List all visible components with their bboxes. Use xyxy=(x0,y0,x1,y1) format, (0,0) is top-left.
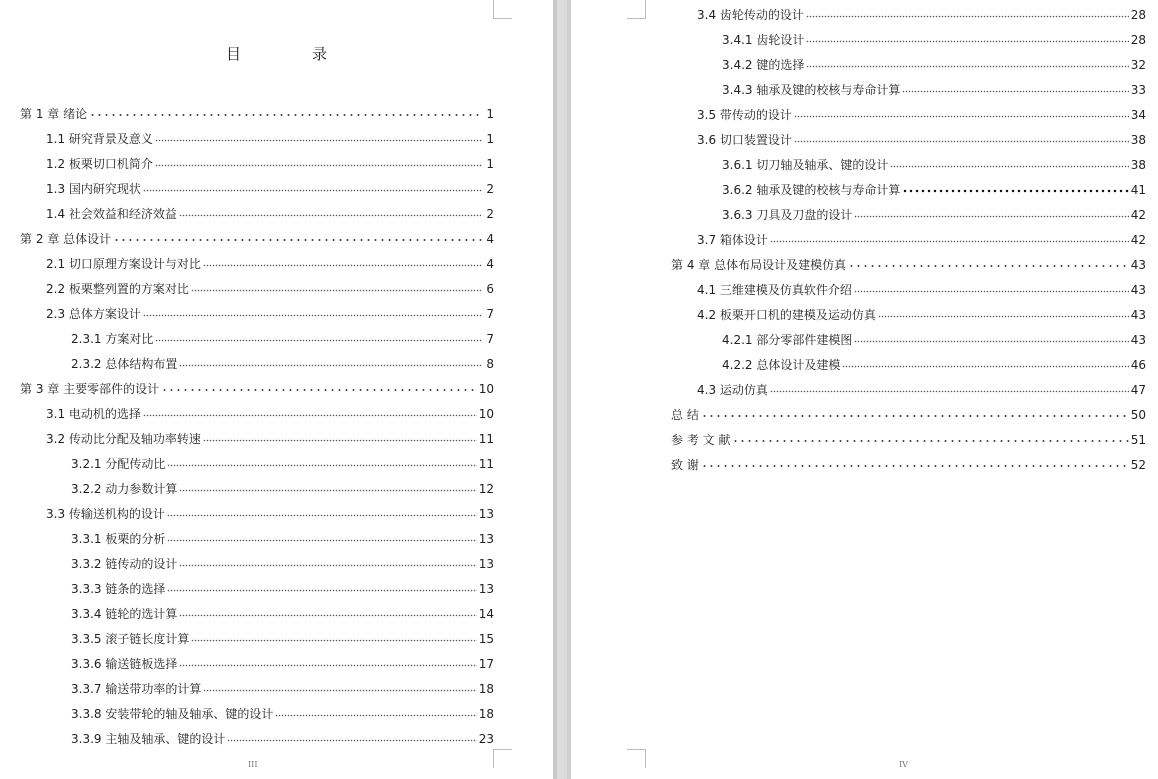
toc-entry-label: 第 4 章 总体布局设计及建模仿真 xyxy=(671,258,847,272)
toc-page-number: 4 xyxy=(486,257,494,271)
dot-leader xyxy=(179,560,476,568)
toc-entry[interactable] xyxy=(71,580,494,598)
toc-page-number: 43 xyxy=(1130,258,1146,272)
dot-leader xyxy=(143,410,477,418)
toc-entry-label: 4.3 运动仿真 xyxy=(697,383,768,397)
toc-page-number: 13 xyxy=(478,557,494,571)
dot-leader xyxy=(161,385,477,393)
dot-leader xyxy=(275,710,476,718)
toc-chapter-entry[interactable] xyxy=(671,406,1146,424)
toc-page-number: 11 xyxy=(478,432,494,446)
toc-entry[interactable] xyxy=(722,156,1146,174)
toc-page-number: 42 xyxy=(1130,233,1146,247)
toc-entry[interactable] xyxy=(722,331,1146,349)
toc-entry-label: 3.4 齿轮传动的设计 xyxy=(697,8,804,22)
toc-entry-label: 3.3.8 安装带轮的轴及轴承、键的设计 xyxy=(71,707,274,721)
toc-chapter-entry[interactable] xyxy=(671,256,1146,274)
toc-page-number: 10 xyxy=(478,407,494,421)
toc-page-number: 52 xyxy=(1130,458,1146,472)
toc-entry[interactable] xyxy=(46,305,494,323)
toc-entry-label: 3.3 传输送机构的设计 xyxy=(46,507,165,521)
toc-entry[interactable] xyxy=(722,56,1146,74)
toc-page-number: 7 xyxy=(486,332,494,346)
toc-title: 目 录 xyxy=(225,45,355,63)
dot-leader xyxy=(179,360,482,368)
toc-entry[interactable] xyxy=(697,106,1146,124)
dot-leader xyxy=(155,135,482,143)
toc-entry[interactable] xyxy=(46,155,494,173)
toc-entry-label: 3.6.1 切刀轴及轴承、键的设计 xyxy=(722,158,889,172)
toc-entry-label: 3.3.7 输送带功率的计算 xyxy=(71,682,202,696)
toc-page-number: 43 xyxy=(1130,308,1146,322)
toc-entry-label: 2.3.1 方案对比 xyxy=(71,332,154,346)
dot-leader xyxy=(806,36,1128,44)
toc-entry-label: 3.6 切口装置设计 xyxy=(697,133,792,147)
toc-page-number: 38 xyxy=(1130,158,1146,172)
toc-page-number: 28 xyxy=(1130,8,1146,22)
toc-page-number: 46 xyxy=(1130,358,1146,372)
toc-entry-label: 3.5 带传动的设计 xyxy=(697,108,792,122)
toc-page-number: 51 xyxy=(1130,433,1146,447)
toc-entry-label: 3.7 箱体设计 xyxy=(697,233,768,247)
toc-page-number: 33 xyxy=(1130,83,1146,97)
dot-leader xyxy=(227,735,476,743)
toc-page-number: 28 xyxy=(1130,33,1146,47)
toc-entry-label: 2.3.2 总体结构布置 xyxy=(71,357,178,371)
toc-entry[interactable] xyxy=(46,180,494,198)
toc-page-number: 47 xyxy=(1130,383,1146,397)
toc-entry[interactable] xyxy=(46,505,494,523)
toc-entry-label: 第 3 章 主要零部件的设计 xyxy=(20,382,160,396)
toc-page-number: 38 xyxy=(1130,133,1146,147)
toc-entry[interactable] xyxy=(46,430,494,448)
dot-leader xyxy=(854,336,1128,344)
toc-entry[interactable] xyxy=(722,31,1146,49)
toc-entry[interactable] xyxy=(71,480,494,498)
toc-page-number: 18 xyxy=(478,707,494,721)
toc-entry-label: 3.6.3 刀具及刀盘的设计 xyxy=(722,208,853,222)
toc-entry[interactable] xyxy=(46,255,494,273)
toc-page-number: 11 xyxy=(478,457,494,471)
toc-entry-label: 3.4.3 轴承及键的校核与寿命计算 xyxy=(722,83,901,97)
dot-leader xyxy=(770,236,1129,244)
dot-leader xyxy=(191,635,476,643)
toc-entry[interactable] xyxy=(46,205,494,223)
toc-entry-label: 参 考 文 献 xyxy=(671,433,731,447)
toc-entry[interactable] xyxy=(46,405,494,423)
dot-leader xyxy=(179,485,476,493)
toc-entry[interactable] xyxy=(697,6,1146,24)
dot-leader xyxy=(902,86,1128,94)
toc-entry-label: 3.1 电动机的选择 xyxy=(46,407,141,421)
dot-leader xyxy=(155,160,482,168)
dot-leader xyxy=(854,211,1128,219)
dot-leader xyxy=(878,311,1129,319)
dot-leader xyxy=(842,361,1128,369)
toc-page-number: 43 xyxy=(1130,333,1146,347)
toc-chapter-entry[interactable] xyxy=(20,230,494,248)
toc-page-number: 2 xyxy=(486,182,494,196)
right-page xyxy=(571,0,1158,779)
dot-leader xyxy=(203,260,482,268)
dot-leader xyxy=(732,436,1128,444)
dot-leader xyxy=(701,461,1129,469)
dot-leader xyxy=(794,136,1129,144)
dot-leader xyxy=(203,685,476,693)
toc-page-number: 41 xyxy=(1130,183,1146,197)
toc-page-number: 1 xyxy=(486,132,494,146)
dot-leader xyxy=(806,11,1129,19)
left-page xyxy=(0,0,553,779)
dot-leader xyxy=(167,510,477,518)
toc-entry-label: 2.1 切口原理方案设计与对比 xyxy=(46,257,201,271)
toc-page-number: 13 xyxy=(478,507,494,521)
toc-entry-label: 第 1 章 绪论 xyxy=(20,107,88,121)
toc-entry-label: 总 结 xyxy=(671,408,699,422)
page-gutter xyxy=(553,0,571,779)
toc-page-number: 12 xyxy=(478,482,494,496)
toc-entry-label: 1.3 国内研究现状 xyxy=(46,182,141,196)
toc-page-number: 17 xyxy=(478,657,494,671)
toc-page-number: 13 xyxy=(478,532,494,546)
toc-entry[interactable] xyxy=(71,630,494,648)
dot-leader xyxy=(155,335,482,343)
toc-entry-label: 3.3.5 滚子链长度计算 xyxy=(71,632,190,646)
dot-leader xyxy=(701,411,1129,419)
toc-page-number: 2 xyxy=(486,207,494,221)
dot-leader xyxy=(179,610,476,618)
dot-leader xyxy=(167,535,476,543)
toc-entry[interactable] xyxy=(71,680,494,698)
toc-page-number: 8 xyxy=(486,357,494,371)
toc-entry-label: 1.1 研究背景及意义 xyxy=(46,132,153,146)
toc-entry[interactable] xyxy=(71,705,494,723)
toc-page-number: 43 xyxy=(1130,283,1146,297)
dot-leader xyxy=(806,61,1128,69)
toc-entry-label: 4.2.2 总体设计及建模 xyxy=(722,358,841,372)
toc-entry-label: 3.2.1 分配传动比 xyxy=(71,457,166,471)
toc-entry[interactable] xyxy=(722,181,1146,199)
toc-entry-label: 3.4.2 键的选择 xyxy=(722,58,805,72)
toc-page-number: 50 xyxy=(1130,408,1146,422)
toc-page-number: 1 xyxy=(486,107,494,121)
toc-entry-label: 3.3.4 链轮的选计算 xyxy=(71,607,178,621)
dot-leader xyxy=(113,235,482,243)
dot-leader xyxy=(143,185,482,193)
toc-entry[interactable] xyxy=(697,281,1146,299)
toc-page-number: 4 xyxy=(486,232,494,246)
toc-entry[interactable] xyxy=(46,280,494,298)
toc-entry-label: 3.6.2 轴承及键的校核与寿命计算 xyxy=(722,183,901,197)
toc-entry-label: 3.4.1 齿轮设计 xyxy=(722,33,805,47)
toc-page-number: 10 xyxy=(478,382,494,396)
page-corner-mark xyxy=(627,749,646,768)
dot-leader xyxy=(902,186,1128,194)
page-corner-mark xyxy=(627,0,646,19)
toc-page-number: 14 xyxy=(478,607,494,621)
dot-leader xyxy=(794,111,1129,119)
toc-page-number: 18 xyxy=(478,682,494,696)
dot-leader xyxy=(191,285,482,293)
dot-leader xyxy=(890,161,1128,169)
toc-page-number: 42 xyxy=(1130,208,1146,222)
dot-leader xyxy=(167,585,476,593)
toc-entry[interactable] xyxy=(697,306,1146,324)
toc-entry-label: 2.2 板栗整列置的方案对比 xyxy=(46,282,189,296)
toc-entry[interactable] xyxy=(697,381,1146,399)
toc-entry[interactable] xyxy=(722,206,1146,224)
toc-entry-label: 3.2 传动比分配及轴功率转速 xyxy=(46,432,201,446)
dot-leader xyxy=(167,460,476,468)
toc-entry-label: 4.2.1 部分零部件建模图 xyxy=(722,333,853,347)
toc-entry-label: 3.3.6 输送链板选择 xyxy=(71,657,178,671)
toc-page-number: 15 xyxy=(478,632,494,646)
dot-leader xyxy=(143,310,482,318)
toc-entry[interactable] xyxy=(71,530,494,548)
toc-entry[interactable] xyxy=(697,231,1146,249)
toc-entry-label: 1.4 社会效益和经济效益 xyxy=(46,207,177,221)
toc-entry-label: 2.3 总体方案设计 xyxy=(46,307,141,321)
toc-entry-label: 4.1 三维建模及仿真软件介绍 xyxy=(697,283,852,297)
toc-page-number: 7 xyxy=(486,307,494,321)
toc-entry[interactable] xyxy=(697,131,1146,149)
toc-chapter-entry[interactable] xyxy=(671,456,1146,474)
dot-leader xyxy=(848,261,1129,269)
toc-entry[interactable] xyxy=(722,356,1146,374)
toc-chapter-entry[interactable] xyxy=(671,431,1146,449)
toc-entry-label: 3.3.1 板栗的分析 xyxy=(71,532,166,546)
dot-leader xyxy=(179,210,482,218)
dot-leader xyxy=(89,110,482,118)
toc-entry[interactable] xyxy=(71,330,494,348)
dot-leader xyxy=(203,435,477,443)
toc-entry-label: 1.2 板栗切口机简介 xyxy=(46,157,153,171)
dot-leader xyxy=(854,286,1129,294)
toc-chapter-entry[interactable] xyxy=(20,380,494,398)
page-number-footer: III xyxy=(248,760,258,769)
toc-entry[interactable] xyxy=(71,355,494,373)
toc-entry-label: 3.2.2 动力参数计算 xyxy=(71,482,178,496)
page-corner-mark xyxy=(493,749,512,768)
toc-page-number: 34 xyxy=(1130,108,1146,122)
toc-entry-label: 第 2 章 总体设计 xyxy=(20,232,112,246)
toc-entry[interactable] xyxy=(71,555,494,573)
toc-entry-label: 3.3.2 链传动的设计 xyxy=(71,557,178,571)
toc-chapter-entry[interactable] xyxy=(20,105,494,123)
toc-page-number: 32 xyxy=(1130,58,1146,72)
page-corner-mark xyxy=(493,0,512,19)
toc-entry-label: 3.3.3 链条的选择 xyxy=(71,582,166,596)
toc-page-number: 23 xyxy=(478,732,494,746)
toc-entry-label: 致 谢 xyxy=(671,458,699,472)
dot-leader xyxy=(179,660,476,668)
toc-entry[interactable] xyxy=(71,605,494,623)
toc-entry[interactable] xyxy=(46,130,494,148)
page-number-footer: IV xyxy=(899,760,908,769)
toc-page-number: 1 xyxy=(486,157,494,171)
toc-entry-label: 3.3.9 主轴及轴承、键的设计 xyxy=(71,732,226,746)
toc-entry[interactable] xyxy=(71,730,494,748)
toc-entry[interactable] xyxy=(71,455,494,473)
toc-entry[interactable] xyxy=(722,81,1146,99)
toc-page-number: 6 xyxy=(486,282,494,296)
toc-entry[interactable] xyxy=(71,655,494,673)
toc-entry-label: 4.2 板栗开口机的建模及运动仿真 xyxy=(697,308,876,322)
toc-page-number: 13 xyxy=(478,582,494,596)
dot-leader xyxy=(770,386,1129,394)
